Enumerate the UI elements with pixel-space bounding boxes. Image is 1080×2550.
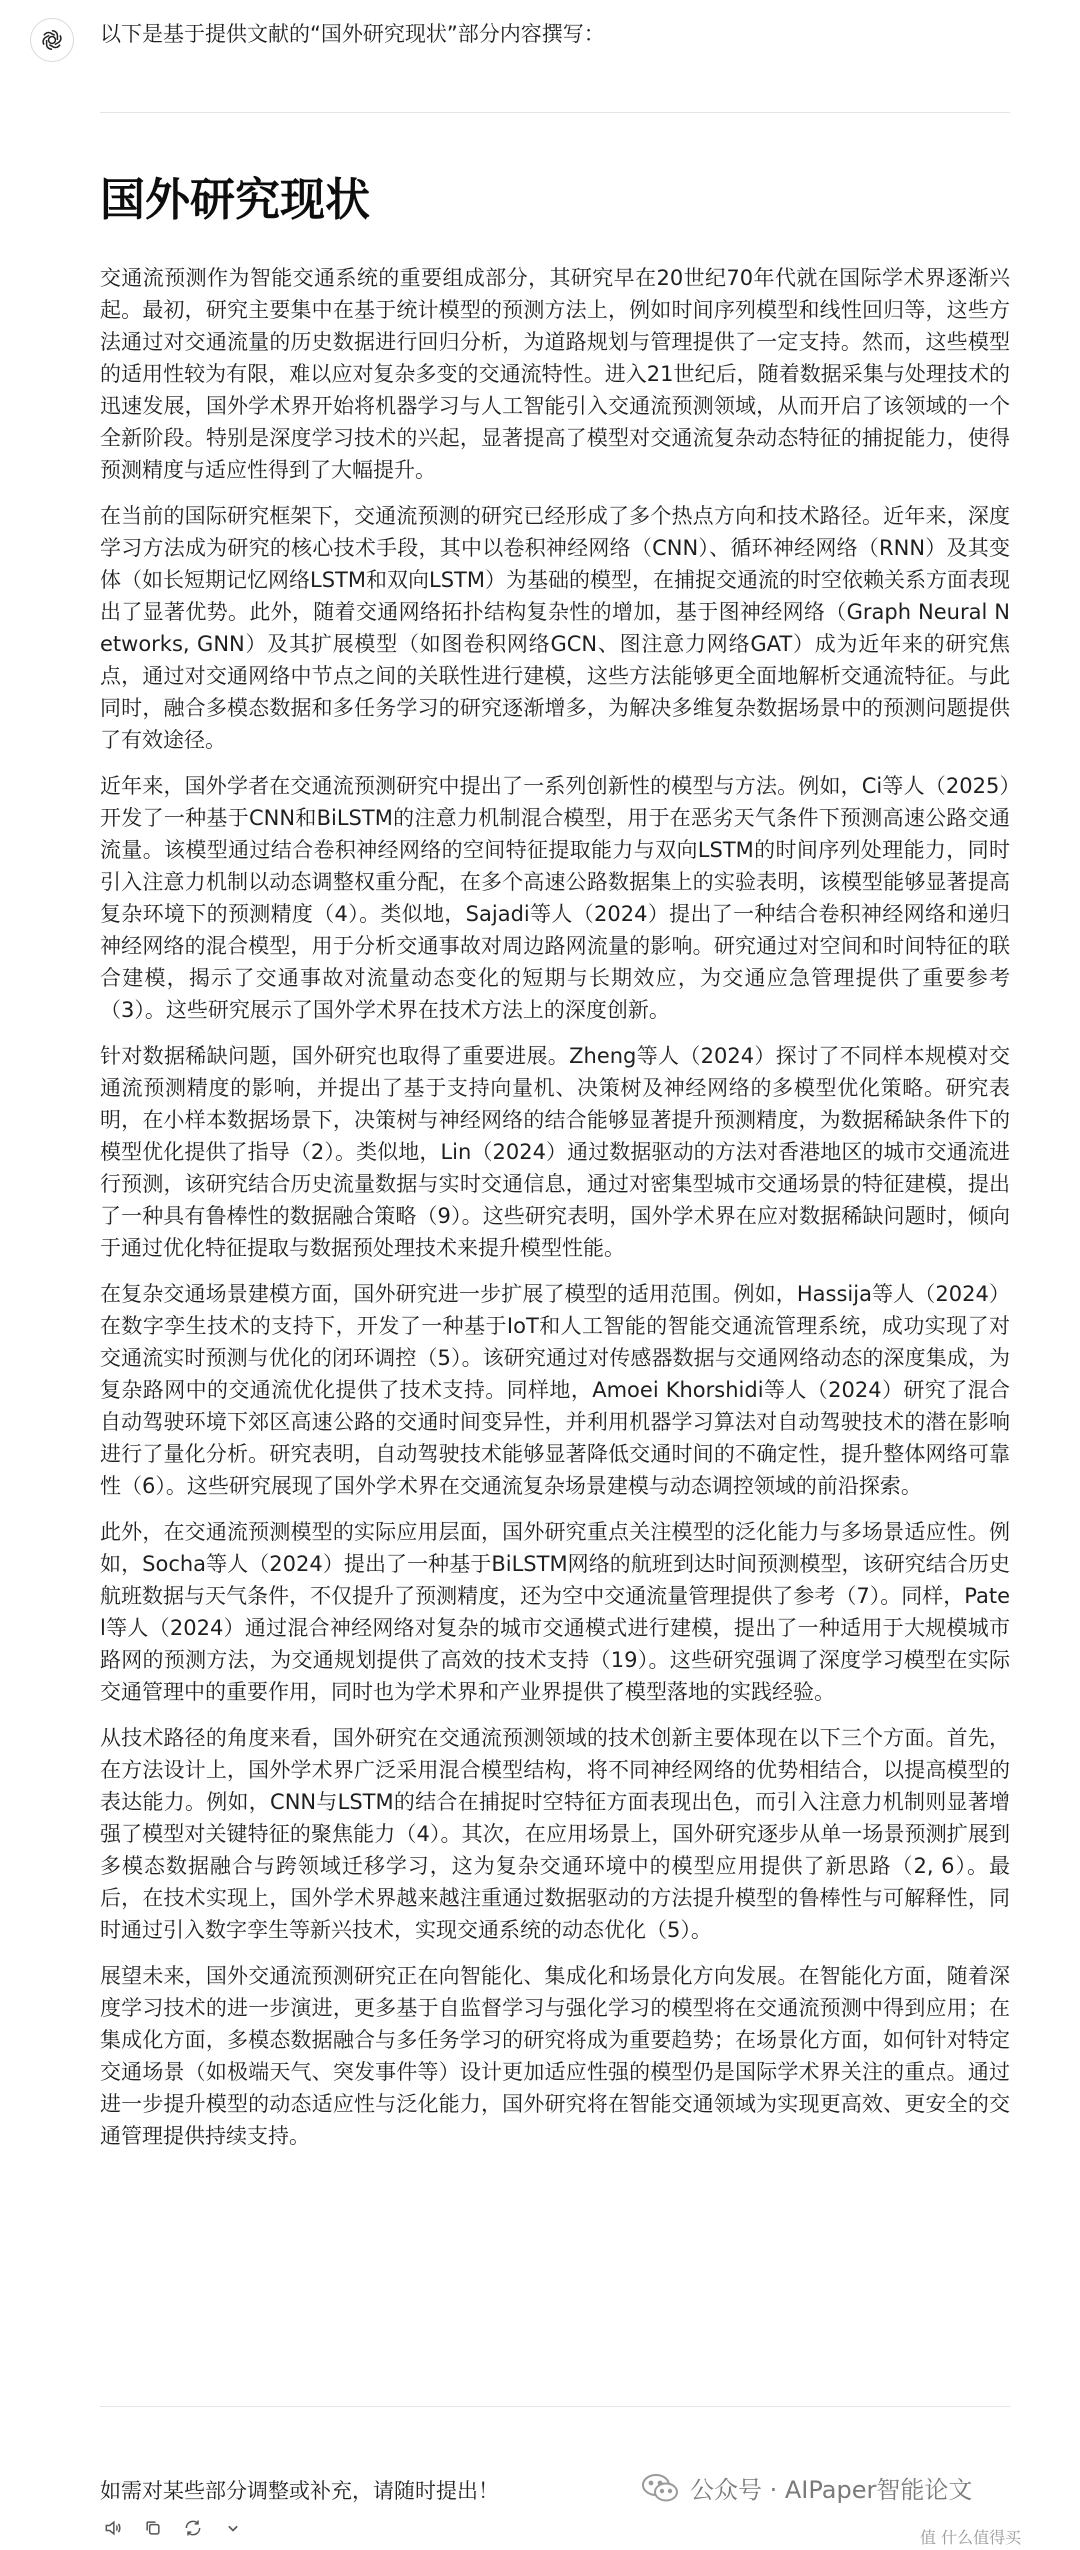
paragraph: 针对数据稀缺问题，国外研究也取得了重要进展。Zheng等人（2024）探讨了不同样本规模对交通流预测精度的影响，并提出了基于支持向量机、决策树及神经网络的多模型优化策略。研究表明，在小样本数据场景下，决策树与神经网络的结合能够显著提升预测精度，为数据稀缺条件下的模型优化提供了指导（2）。类似地，Lin（2024）通过数据驱动的方法对香港地区的城市交通流进行预测，该研究结合历史流量数据与实时交通信息，通过对密集型城市交通场景的特征建模，提出了一种具有鲁棒性的数据融合策略（9）。这些研究表明，国外学术界在应对数据稀缺问题时，倾向于通过优化特征提取与数据预处理技术来提升模型性能。 — [100, 1044, 1010, 1260]
paragraph: 此外，在交通流预测模型的实际应用层面，国外研究重点关注模型的泛化能力与多场景适应性。例如，Socha等人（2024）提出了一种基于BiLSTM网络的航班到达时间预测模型，该研究结合历史航班数据与天气条件，不仅提升了预测精度，还为空中交通流量管理提供了参考（7）。同样，Patel等人（2024）通过混合神经网络对复杂的城市交通模式进行建模，提出了一种适用于大规模城市路网的预测方法，为交通规划提供了高效的技术支持（19）。这些研究强调了深度学习模型在实际交通管理中的重要作用，同时也为学术界和产业界提供了模型落地的实践经验。 — [100, 1520, 1010, 1704]
copy-icon — [143, 2518, 163, 2538]
paragraph: 近年来，国外学者在交通流预测研究中提出了一系列创新性的模型与方法。例如，Ci等人（2025）开发了一种基于CNN和BiLSTM的注意力机制混合模型，用于在恶劣天气条件下预测高速公路交通流量。该模型通过结合卷积神经网络的空间特征提取能力与双向LSTM的时间序列处理能力，同时引入注意力机制以动态调整权重分配，在多个高速公路数据集上的实验表明，该模型能够显著提高复杂环境下的预测精度（4）。类似地，Sajadi等人（2024）提出了一种结合卷积神经网络和递归神经网络的混合模型，用于分析交通事故对周边路网流量的影响。研究通过对空间和时间特征的联合建模，揭示了交通事故对流量动态变化的短期与长期效应，为交通应急管理提供了重要参考（3）。这些研究展示了国外学术界在技术方法上的深度创新。 — [100, 774, 1010, 1022]
chevron-down-icon — [223, 2518, 243, 2538]
copy-button[interactable] — [140, 2515, 166, 2541]
assistant-avatar — [30, 18, 74, 62]
regenerate-menu-button[interactable] — [220, 2515, 246, 2541]
regenerate-button[interactable] — [180, 2515, 206, 2541]
paragraph: 交通流预测作为智能交通系统的重要组成部分，其研究早在20世纪70年代就在国际学术界逐渐兴起。最初，研究主要集中在基于统计模型的预测方法上，例如时间序列模型和线性回归等，这些方法通过对交通流量的历史数据进行回归分析，为道路规划与管理提供了一定支持。然而，这些模型的适用性较为有限，难以应对复杂多变的交通流特性。进入21世纪后，随着数据采集与处理技术的迅速发展，国外学术界开始将机器学习与人工智能引入交通流预测领域，从而开启了该领域的一个全新阶段。特别是深度学习技术的兴起，显著提高了模型对交通流复杂动态特征的捕捉能力，使得预测精度与适应性得到了大幅提升。 — [100, 266, 1010, 482]
wechat-icon — [640, 2471, 680, 2505]
message-actions — [100, 2515, 246, 2541]
paragraph: 展望未来，国外交通流预测研究正在向智能化、集成化和场景化方向发展。在智能化方面，随着深度学习技术的进一步演进，更多基于自监督学习与强化学习的模型将在交通流预测中得到应用；在集成化方面，多模态数据融合与多任务学习的研究将成为重要趋势；在场景化方面，如何针对特定交通场景（如极端天气、突发事件等）设计更加适应性强的模型仍是国际学术界关注的重点。通过进一步提升模型的动态适应性与泛化能力，国外研究将在智能交通领域为实现更高效、更安全的交通管理提供持续支持。 — [100, 1964, 1010, 2148]
corner-watermark — [920, 2525, 1021, 2548]
closing-text: 如需对某些部分调整或补充，请随时提出！ — [100, 2479, 499, 2503]
message-body — [100, 262, 1010, 2166]
watermark — [640, 2470, 972, 2505]
regenerate-icon — [183, 2518, 203, 2538]
watermark-text: 公众号 · AIPaper智能论文 — [690, 2476, 973, 2504]
corner-watermark-text: 值 什么值得买 — [920, 2528, 1022, 2547]
section-title: 国外研究现状 — [100, 173, 371, 226]
read-aloud-button[interactable] — [100, 2515, 126, 2541]
paragraph: 从技术路径的角度来看，国外研究在交通流预测领域的技术创新主要体现在以下三个方面。首先，在方法设计上，国外学术界广泛采用混合模型结构，将不同神经网络的优势相结合，以提高模型的表达能力。例如，CNN与LSTM的结合在捕捉时空特征方面表现出色，而引入注意力机制则显著增强了模型对关键特征的聚焦能力（4）。其次，在应用场景上，国外研究逐步从单一场景预测扩展到多模态数据融合与跨领域迁移学习，这为复杂交通环境中的模型应用提供了新思路（2, 6）。最后，在技术实现上，国外学术界越来越注重通过数据驱动的方法提升模型的鲁棒性与可解释性，同时通过引入数字孪生等新兴技术，实现交通系统的动态优化（5）。 — [100, 1726, 1010, 1942]
speaker-icon — [103, 2518, 123, 2538]
paragraph: 在当前的国际研究框架下，交通流预测的研究已经形成了多个热点方向和技术路径。近年来，深度学习方法成为研究的核心技术手段，其中以卷积神经网络（CNN）、循环神经网络（RNN）及其变体（如长短期记忆网络LSTM和双向LSTM）为基础的模型，在捕捉交通流的时空依赖关系方面表现出了显著优势。此外，随着交通网络拓扑结构复杂性的增加，基于图神经网络（Graph Neural Networks, GNN）及其扩展模型（如图卷积网络GCN、图注意力网络GAT）成为近年来的研究焦点，通过对交通网络中节点之间的关联性进行建模，这些方法能够更全面地解析交通流特征。与此同时，融合多模态数据和多任务学习的研究逐渐增多，为解决多维复杂数据场景中的预测问题提供了有效途径。 — [100, 504, 1010, 752]
message-intro: 以下是基于提供文献的“国外研究现状”部分内容撰写： — [100, 22, 605, 46]
divider — [100, 112, 1010, 113]
divider — [100, 2406, 1010, 2407]
paragraph: 在复杂交通场景建模方面，国外研究进一步扩展了模型的适用范围。例如，Hassija等人（2024）在数字孪生技术的支持下，开发了一种基于IoT和人工智能的智能交通流管理系统，成功实现了对交通流实时预测与优化的闭环调控（5）。该研究通过对传感器数据与交通网络动态的深度集成，为复杂路网中的交通流优化提供了技术支持。同样地，Amoei Khorshidi等人（2024）研究了混合自动驾驶环境下郊区高速公路的交通时间变异性，并利用机器学习算法对自动驾驶技术的潜在影响进行了量化分析。研究表明，自动驾驶技术能够显著降低交通时间的不确定性，提升整体网络可靠性（6）。这些研究展现了国外学术界在交通流复杂场景建模与动态调控领域的前沿探索。 — [100, 1282, 1010, 1498]
openai-logo-icon — [39, 27, 65, 53]
